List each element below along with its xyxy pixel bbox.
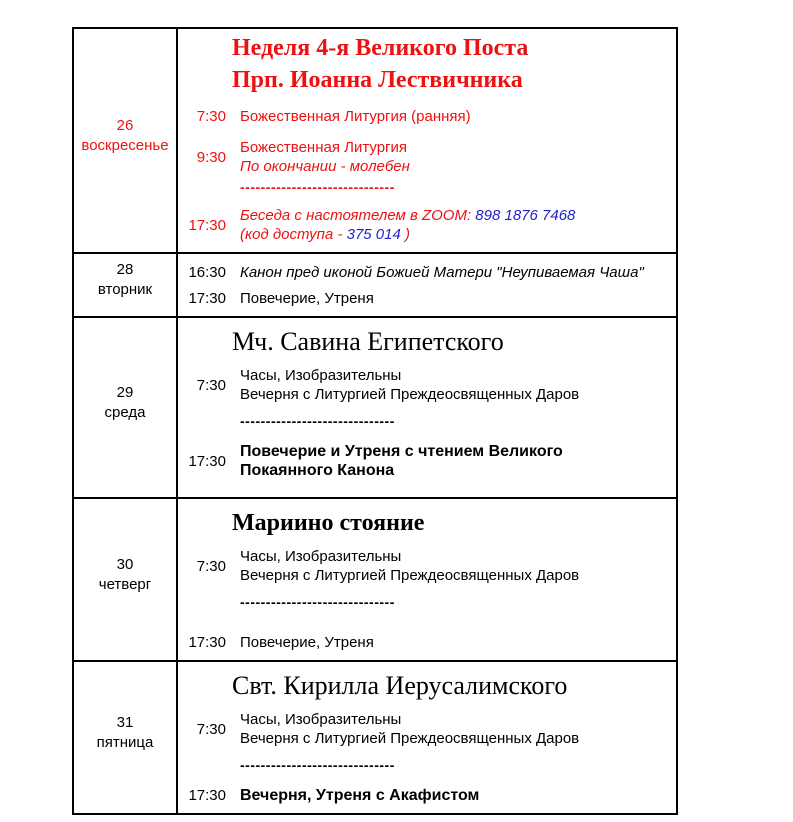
service-lines <box>240 633 374 652</box>
text-segment: Повечерие, Утреня <box>240 290 374 307</box>
service-lines <box>240 289 374 308</box>
date-number: 26 <box>116 116 134 134</box>
service-line <box>240 138 410 157</box>
service-time: 7:30 <box>196 557 226 575</box>
text-segment: По окончании - молебен <box>240 158 410 175</box>
service-entry <box>184 710 666 748</box>
service-time: 9:30 <box>196 148 226 166</box>
date-number: 28 <box>116 261 134 278</box>
service-lines <box>240 138 410 176</box>
service-entry <box>184 366 666 404</box>
feast-heading-line: Мч. Савина Египетского <box>232 327 504 356</box>
service-line <box>240 786 479 805</box>
service-line <box>240 263 644 282</box>
service-line <box>240 633 374 652</box>
service-entry <box>184 786 666 805</box>
service-lines <box>240 786 479 805</box>
service-entry <box>184 289 666 308</box>
service-entry <box>184 547 666 585</box>
service-line <box>240 107 471 126</box>
date-cell <box>74 662 178 813</box>
table-row <box>74 499 676 662</box>
date-cell <box>74 318 178 497</box>
dashed-separator: ------------------------------ <box>240 413 395 429</box>
service-line <box>240 289 374 308</box>
service-time: 17:30 <box>188 452 226 470</box>
service-lines <box>240 206 575 244</box>
table-row <box>74 318 676 499</box>
service-time: 17:30 <box>188 290 226 307</box>
date-day: среда <box>104 403 146 421</box>
text-segment: Божественная Литургия (ранняя) <box>240 108 471 125</box>
text-segment: 375 014 <box>346 226 401 243</box>
text-segment: Канон пред иконой Божией Матери "Неупиваемая Чаша" <box>240 264 644 281</box>
text-segment: Повечерие, Утреня <box>240 634 374 651</box>
content-cell <box>178 254 676 316</box>
service-line <box>240 442 563 461</box>
service-entry <box>184 633 666 652</box>
service-entry <box>184 442 666 480</box>
service-line <box>240 547 579 566</box>
content-cell <box>178 499 676 660</box>
text-segment: Вечерня с Литургией Преждеосвященных Даров <box>240 730 580 747</box>
schedule-table <box>72 27 678 815</box>
text-segment: Беседа с настоятелем в ZOOM: <box>240 207 476 224</box>
date-day: пятница <box>96 733 154 751</box>
text-segment: Вечерня с Литургией Преждеосвященных Даров <box>240 567 580 584</box>
service-line <box>240 157 410 176</box>
content-cell <box>178 29 676 252</box>
table-row <box>74 662 676 813</box>
feast-heading-line: Прп. Иоанна Лествичника <box>232 67 523 93</box>
service-time: 17:30 <box>188 216 226 234</box>
text-segment: (код доступа - <box>240 226 347 243</box>
text-segment: Часы, Изобразительны <box>240 711 402 728</box>
text-segment: Божественная Литургия <box>240 139 408 156</box>
feast-heading-line: Свт. Кирилла Иерусалимского <box>232 671 568 700</box>
date-day: четверг <box>98 575 152 593</box>
service-time: 7:30 <box>196 376 226 394</box>
feast-heading-line: Неделя 4-я Великого Поста <box>232 35 529 61</box>
service-line <box>240 461 563 480</box>
text-segment: ) <box>400 226 411 243</box>
service-line <box>240 366 579 385</box>
service-time: 7:30 <box>196 720 226 738</box>
service-line <box>240 729 579 748</box>
date-number: 31 <box>116 713 134 731</box>
service-line <box>240 206 575 225</box>
table-row <box>74 254 676 318</box>
date-cell <box>74 254 178 316</box>
date-number: 30 <box>116 555 134 573</box>
service-time: 16:30 <box>188 264 226 281</box>
service-lines <box>240 442 563 480</box>
service-lines <box>240 710 579 748</box>
text-segment: Часы, Изобразительны <box>240 367 402 384</box>
service-time: 17:30 <box>188 634 226 651</box>
service-time: 7:30 <box>196 108 226 125</box>
service-entry <box>184 263 666 282</box>
table-row <box>74 29 676 254</box>
dashed-separator: ------------------------------ <box>240 757 395 773</box>
service-entry <box>184 107 666 126</box>
content-cell <box>178 318 676 497</box>
service-line <box>240 710 579 729</box>
service-time: 17:30 <box>188 787 226 804</box>
service-entry <box>184 138 666 176</box>
date-day: вторник <box>97 281 153 298</box>
dashed-separator: ------------------------------ <box>240 594 395 610</box>
service-lines <box>240 263 644 282</box>
text-segment: Повечерие и Утреня с чтением Великого <box>240 443 563 460</box>
service-entry <box>184 206 666 244</box>
dashed-separator: ------------------------------ <box>240 179 395 195</box>
date-number: 29 <box>116 383 134 401</box>
service-line <box>240 566 579 585</box>
date-cell <box>74 499 178 660</box>
text-segment: Покаянного Канона <box>240 462 395 479</box>
service-lines <box>240 107 471 126</box>
service-line <box>240 385 579 404</box>
service-line <box>240 225 575 244</box>
content-cell <box>178 662 676 813</box>
text-segment: Вечерня с Литургией Преждеосвященных Даров <box>240 386 580 403</box>
text-segment: Часы, Изобразительны <box>240 548 402 565</box>
text-segment: Вечерня, Утреня с Акафистом <box>240 787 480 804</box>
date-cell <box>74 29 178 252</box>
service-lines <box>240 547 579 585</box>
date-day: воскресенье <box>81 136 169 154</box>
text-segment: 898 1876 7468 <box>475 207 576 224</box>
feast-heading-line: Мариино стояние <box>232 510 425 536</box>
service-lines <box>240 366 579 404</box>
